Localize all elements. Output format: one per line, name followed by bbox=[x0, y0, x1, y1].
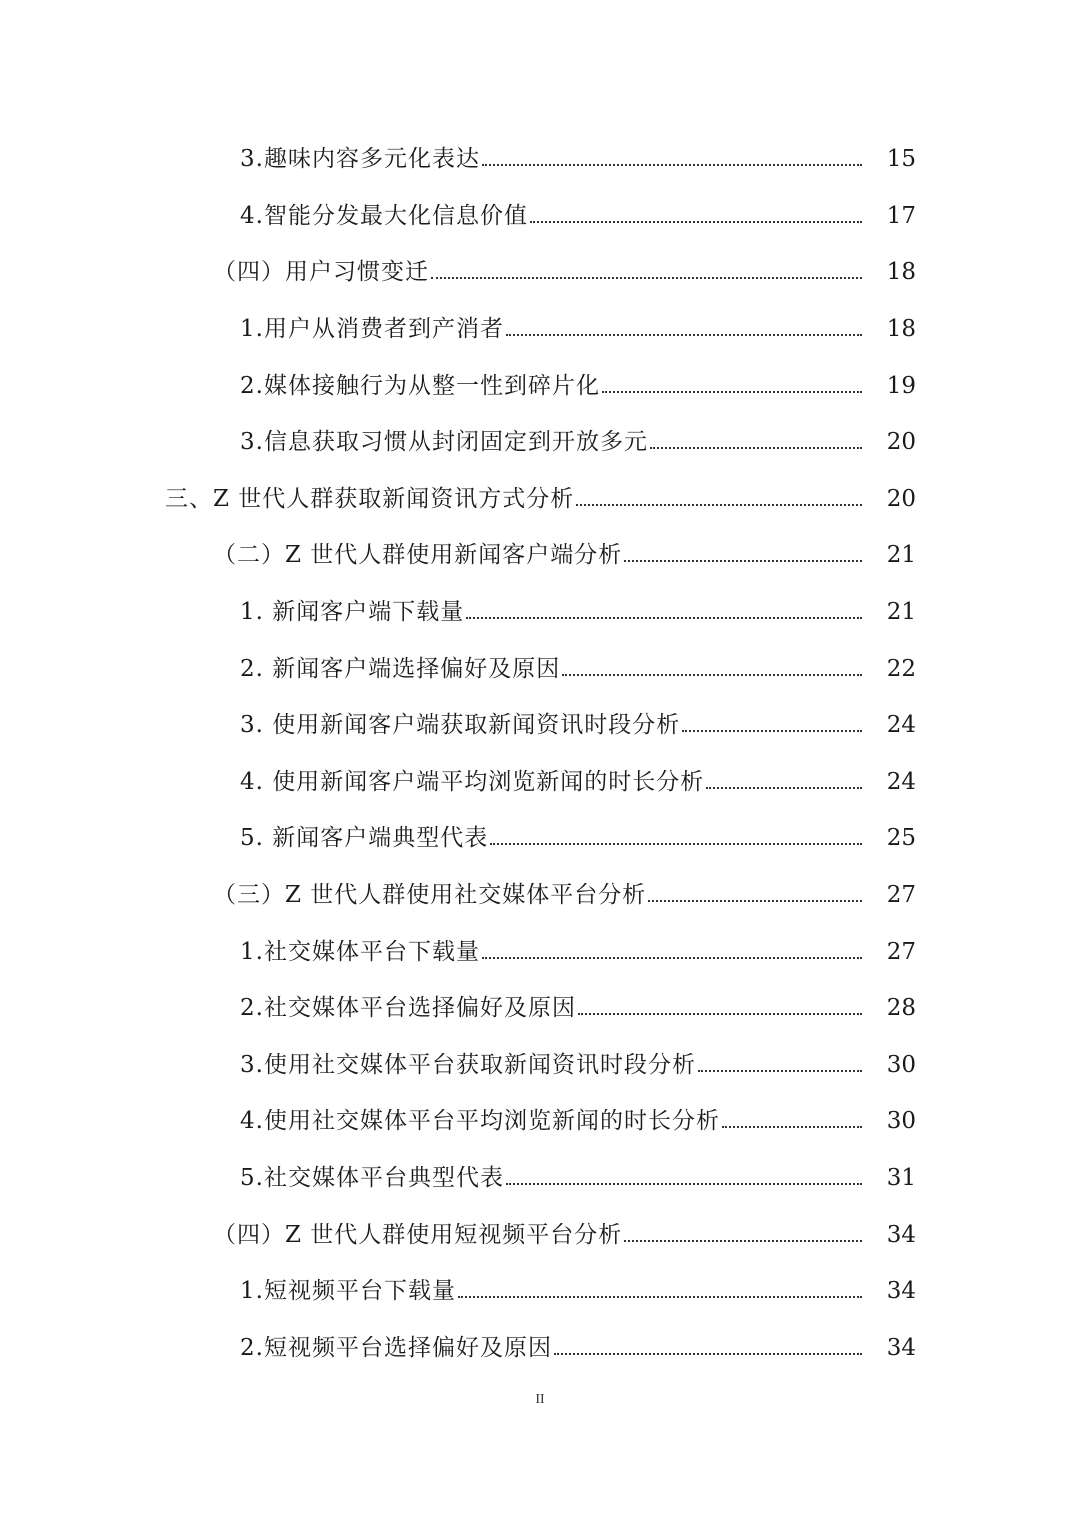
toc-entry-title: 3.使用社交媒体平台获取新闻资讯时段分析 bbox=[240, 1051, 696, 1078]
toc-dot-leader bbox=[648, 880, 862, 910]
toc-dot-leader bbox=[482, 937, 862, 967]
toc-dot-leader bbox=[554, 1333, 862, 1363]
toc-entry[interactable] bbox=[0, 923, 1080, 980]
toc-page-number: 28 bbox=[886, 995, 916, 1022]
toc-dot-leader bbox=[458, 1276, 862, 1306]
toc-entry[interactable] bbox=[0, 867, 1080, 924]
toc-dot-leader bbox=[624, 540, 862, 570]
toc-page-number: 34 bbox=[886, 1278, 916, 1305]
toc-page-number: 34 bbox=[886, 1221, 916, 1248]
toc-page-number: 15 bbox=[886, 146, 916, 173]
toc-entry-title: 1.用户从消费者到产消者 bbox=[240, 316, 504, 343]
toc-entry-title: 5. 新闻客户端典型代表 bbox=[240, 825, 489, 852]
toc-entry[interactable] bbox=[0, 584, 1080, 641]
toc-entry-title: 2.社交媒体平台选择偏好及原因 bbox=[240, 995, 576, 1022]
toc-page-number: 24 bbox=[886, 712, 916, 739]
toc-entry[interactable] bbox=[0, 1150, 1080, 1207]
toc-page-number: 17 bbox=[886, 202, 916, 229]
toc-entry[interactable] bbox=[0, 471, 1080, 528]
page-footer-number: II bbox=[535, 1392, 545, 1407]
toc-entry-title: 3. 使用新闻客户端获取新闻资讯时段分析 bbox=[240, 712, 681, 739]
table-of-contents bbox=[0, 131, 1080, 1376]
toc-page-number: 34 bbox=[886, 1334, 916, 1361]
toc-dot-leader bbox=[698, 1050, 862, 1080]
toc-entry[interactable] bbox=[0, 1206, 1080, 1263]
toc-entry[interactable] bbox=[0, 1037, 1080, 1094]
toc-entry-title: 1. 新闻客户端下载量 bbox=[240, 599, 465, 626]
toc-dot-leader bbox=[506, 1163, 862, 1193]
toc-page-number: 20 bbox=[886, 485, 916, 512]
toc-dot-leader bbox=[490, 823, 862, 853]
toc-entry[interactable] bbox=[0, 754, 1080, 811]
toc-entry-title: 三、Z 世代人群获取新闻资讯方式分析 bbox=[165, 485, 575, 512]
toc-dot-leader bbox=[578, 993, 862, 1023]
toc-entry-title: 4.智能分发最大化信息价值 bbox=[240, 202, 528, 229]
toc-page-number: 22 bbox=[886, 655, 916, 682]
toc-entry-title: 1.短视频平台下载量 bbox=[240, 1278, 456, 1305]
toc-entry-title: （四）用户习惯变迁 bbox=[213, 259, 429, 286]
toc-entry-title: （三）Z 世代人群使用社交媒体平台分析 bbox=[213, 882, 647, 909]
toc-entry-title: 4. 使用新闻客户端平均浏览新闻的时长分析 bbox=[240, 768, 705, 795]
toc-entry-title: 1.社交媒体平台下载量 bbox=[240, 938, 480, 965]
toc-page-number: 30 bbox=[886, 1051, 916, 1078]
toc-dot-leader bbox=[706, 767, 862, 797]
toc-dot-leader bbox=[506, 314, 862, 344]
toc-entry[interactable] bbox=[0, 527, 1080, 584]
toc-dot-leader bbox=[530, 201, 862, 231]
toc-entry[interactable] bbox=[0, 131, 1080, 188]
toc-entry[interactable] bbox=[0, 810, 1080, 867]
toc-entry[interactable] bbox=[0, 697, 1080, 754]
toc-entry-title: （四）Z 世代人群使用短视频平台分析 bbox=[213, 1221, 623, 1248]
toc-page-number: 31 bbox=[886, 1164, 916, 1191]
toc-entry-title: 3.趣味内容多元化表达 bbox=[240, 146, 480, 173]
toc-dot-leader bbox=[650, 427, 862, 457]
toc-entry[interactable] bbox=[0, 301, 1080, 358]
toc-entry[interactable] bbox=[0, 1093, 1080, 1150]
toc-dot-leader bbox=[624, 1220, 862, 1250]
toc-dot-leader bbox=[562, 654, 862, 684]
toc-entry-title: 2. 新闻客户端选择偏好及原因 bbox=[240, 655, 561, 682]
toc-dot-leader bbox=[682, 710, 862, 740]
toc-entry-title: 2.媒体接触行为从整一性到碎片化 bbox=[240, 372, 600, 399]
toc-entry[interactable] bbox=[0, 188, 1080, 245]
toc-entry[interactable] bbox=[0, 640, 1080, 697]
toc-entry-title: 3.信息获取习惯从封闭固定到开放多元 bbox=[240, 429, 648, 456]
toc-page-number: 21 bbox=[886, 542, 916, 569]
toc-entry[interactable] bbox=[0, 414, 1080, 471]
toc-dot-leader bbox=[576, 484, 862, 514]
toc-dot-leader bbox=[431, 257, 862, 287]
toc-entry-title: 4.使用社交媒体平台平均浏览新闻的时长分析 bbox=[240, 1108, 720, 1135]
toc-page-number: 27 bbox=[886, 882, 916, 909]
toc-page-number: 25 bbox=[886, 825, 916, 852]
toc-entry[interactable] bbox=[0, 980, 1080, 1037]
toc-entry[interactable] bbox=[0, 244, 1080, 301]
toc-dot-leader bbox=[722, 1106, 862, 1136]
toc-page-number: 19 bbox=[886, 372, 916, 399]
toc-entry[interactable] bbox=[0, 1319, 1080, 1376]
toc-page-number: 20 bbox=[886, 429, 916, 456]
toc-page-number: 30 bbox=[886, 1108, 916, 1135]
toc-page-number: 18 bbox=[886, 316, 916, 343]
toc-entry[interactable] bbox=[0, 1263, 1080, 1320]
toc-entry-title: （二）Z 世代人群使用新闻客户端分析 bbox=[213, 542, 623, 569]
toc-page-number: 18 bbox=[886, 259, 916, 286]
toc-dot-leader bbox=[482, 144, 862, 174]
toc-entry[interactable] bbox=[0, 357, 1080, 414]
toc-entry-title: 5.社交媒体平台典型代表 bbox=[240, 1164, 504, 1191]
toc-dot-leader bbox=[602, 371, 862, 401]
toc-entry-title: 2.短视频平台选择偏好及原因 bbox=[240, 1334, 552, 1361]
toc-dot-leader bbox=[466, 597, 862, 627]
toc-page-number: 21 bbox=[886, 599, 916, 626]
toc-page-number: 24 bbox=[886, 768, 916, 795]
toc-page-number: 27 bbox=[886, 938, 916, 965]
